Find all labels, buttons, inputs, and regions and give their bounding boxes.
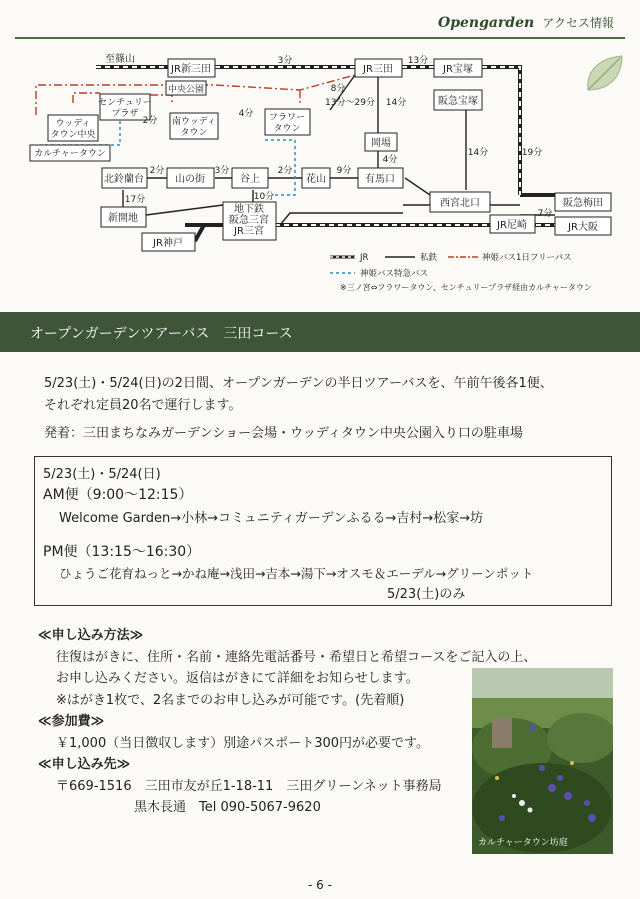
method-note: ※はがき1枚で、2名までのお申し込みが可能です。(先着順): [56, 692, 405, 708]
section-title: オープンガーデンツアーバス 三田コース: [30, 326, 293, 342]
station-jr-takarazuka: JR宝塚: [443, 64, 473, 75]
station-label-line: ウッディ: [55, 119, 91, 129]
schedule-box: [34, 456, 612, 606]
time-label: 13分〜29分: [325, 98, 375, 108]
station-kayama: 花山: [306, 174, 326, 185]
pm-note: 5/23(土)のみ: [387, 587, 466, 602]
station-hankyu-umeda: 阪急梅田: [563, 198, 603, 209]
station-jr-sanda: JR三田: [363, 64, 393, 75]
station-jr-osaka: JR大阪: [568, 222, 598, 233]
station-label-line: プラザ: [111, 109, 139, 119]
header-title-jp: アクセス情報: [542, 16, 614, 30]
time-label: 3分: [277, 56, 293, 66]
station-label-line: JR三宮: [234, 226, 264, 237]
time-label: 8分: [330, 84, 346, 94]
time-label: 9分: [336, 166, 352, 176]
intro-line: 5/23(土)・5/24(日)の2日間、オープンガーデンの半日ツアーバスを、午前午後各1便、: [44, 376, 553, 391]
legend-private: 私鉄: [420, 253, 438, 263]
station-tanigami: 谷上: [240, 174, 260, 185]
station-label-line: センチュリー: [98, 98, 152, 108]
time-label: 14分: [385, 98, 407, 108]
intro-text: [44, 373, 553, 445]
method-text: お申し込みください。返信はがきにて詳細をお知らせします。: [56, 671, 419, 686]
legend-shinki-express: 神姫バス特急バス: [360, 269, 429, 279]
station-arima-guchi: 有馬口: [365, 174, 395, 185]
time-label: 2分: [149, 166, 165, 176]
route-map: [0, 45, 640, 307]
time-label: 13分: [407, 56, 429, 66]
page-header-title: [438, 14, 614, 31]
station-sannomiya: [229, 202, 269, 237]
fee-heading: ≪参加費≫: [38, 714, 105, 729]
am-title: AM便（9:00〜12:15）: [43, 487, 193, 503]
am-route: Welcome Garden→小林→コミュニティガーデンふるる→吉村→松家→坊: [59, 511, 484, 526]
time-label: 2分: [277, 166, 293, 176]
station-culture-town: カルチャータウン: [34, 149, 106, 159]
photo-caption: カルチャータウン坊庭: [478, 838, 568, 848]
station-label-line: 阪急三宮: [229, 215, 269, 226]
method-text: 往復はがきに、住所・名前・連絡先電話番号・希望日と希望コースをご記入の上、: [56, 649, 537, 665]
station-jr-amagasaki: JR尼崎: [497, 220, 527, 231]
time-label: 2分: [142, 116, 158, 126]
station-kitasuzurandai: 北鈴蘭台: [104, 174, 144, 185]
time-label: 19分: [521, 148, 543, 158]
station-label-line: タウン中央: [50, 130, 96, 140]
header-rule: [15, 37, 625, 39]
station-label-line: 地下鉄: [234, 204, 264, 215]
station-shinosayama: 至篠山: [105, 54, 135, 65]
station-jr-shinsanda: JR新三田: [171, 64, 211, 75]
station-okaba: 岡場: [371, 138, 391, 149]
time-label: 4分: [238, 109, 254, 119]
method-heading: ≪申し込み方法≫: [38, 628, 144, 643]
station-jr-kobe: JR神戸: [153, 238, 183, 249]
station-chuo-koen: 中央公園: [167, 85, 205, 95]
station-label-line: タウン: [273, 124, 301, 134]
departure-info: 発着：三田まちなみガーデンショー会場・ウッディタウン中央公園入り口の駐車場: [44, 426, 523, 441]
pm-route: ひょうご花育ねっと→かね庵→浅田→吉本→湯下→オスモ＆エーデル→グリーンポット: [59, 566, 534, 581]
station-shinkaichi: 新開地: [108, 213, 138, 224]
pm-title: PM便（13:15〜16:30）: [43, 544, 201, 560]
time-label: 14分: [467, 148, 489, 158]
legend-note: ※三ノ宮⇔フラワータウン、センチュリープラザ経由カルチャータウン: [340, 283, 592, 292]
legend-jr: JR: [360, 253, 369, 263]
legend-shinki-free: 神姫バス1日フリーパス: [482, 253, 572, 263]
fee-text: ￥1,000（当日徴収します）別途パスポート300円が必要です。: [56, 735, 429, 751]
section-band: [0, 312, 640, 352]
destination-contact: 黒木長通 Tel 090-5067-9620: [134, 800, 321, 815]
intro-line: それぞれ定員20名で運行します。: [44, 398, 242, 413]
station-yamanomachi: 山の街: [175, 174, 205, 185]
station-label-line: フラワー: [268, 113, 306, 123]
header-title-en: Opengarden: [438, 15, 535, 31]
destination-address: 〒669-1516 三田市友が丘1-18-11 三田グリーンネット事務局: [56, 778, 442, 794]
station-label-line: タウン: [180, 128, 208, 138]
destination-heading: ≪申し込み先≫: [38, 757, 131, 772]
time-label: 3分: [214, 166, 230, 176]
garden-photo-image: [472, 668, 613, 854]
application-info: [38, 625, 536, 819]
garden-photo: [472, 668, 613, 854]
page-number: - 6 -: [308, 878, 332, 892]
schedule-dates: 5/23(土)・5/24(日): [43, 467, 161, 482]
station-hankyu-takarazuka: 阪急宝塚: [438, 96, 478, 107]
time-label: 7分: [537, 209, 553, 219]
time-label: 10分: [253, 192, 275, 202]
station-label-line: 南ウッディ: [171, 117, 217, 127]
time-label: 4分: [382, 155, 398, 165]
station-nishinomiya-kitaguchi: 西宮北口: [440, 198, 480, 209]
time-label: 17分: [124, 195, 146, 205]
